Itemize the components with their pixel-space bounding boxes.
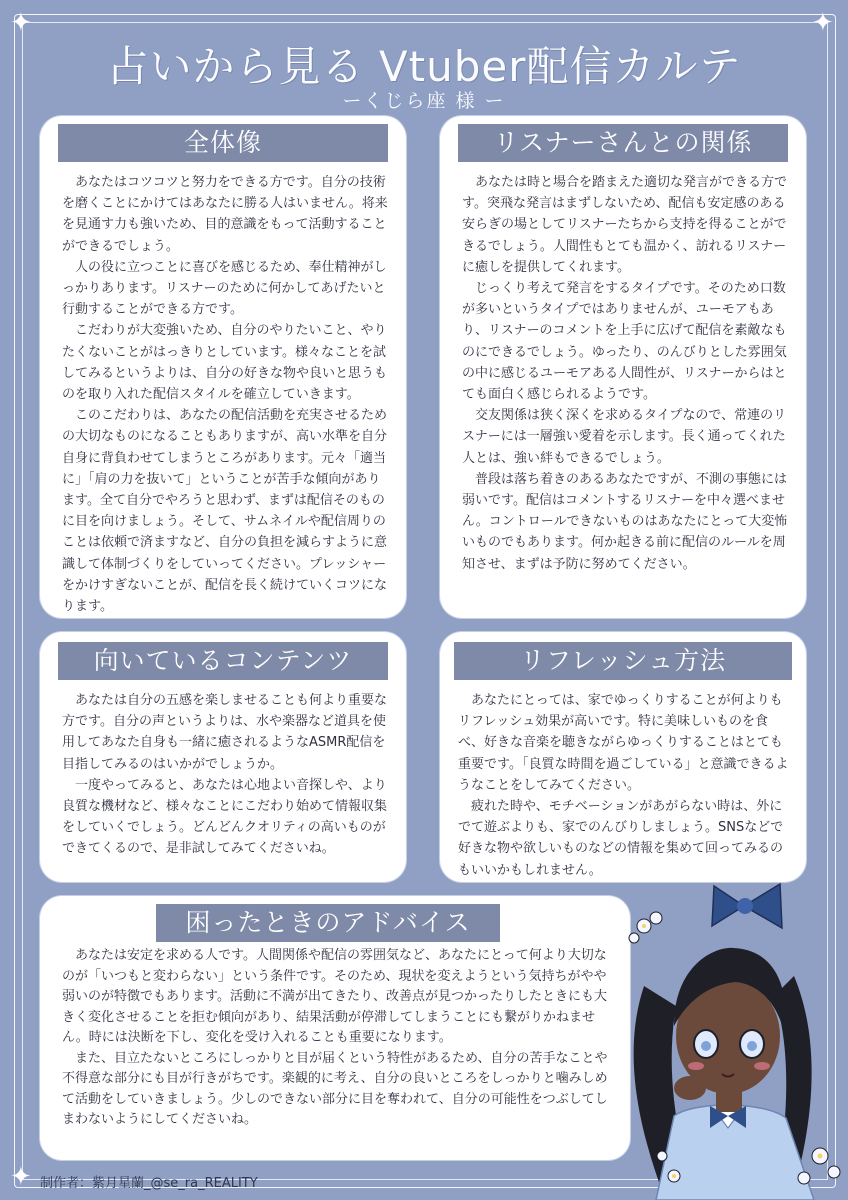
paragraph: あなたは自分の五感を楽しませることも何より重要な方です。自分の声というよりは、水や楽器など道具を使用してあなた自身も一緒に癒されるようなASMR配信を目指してみるのはいかがでしょうか。: [62, 693, 388, 772]
card-overall-heading: 全体像: [58, 124, 388, 162]
card-refresh-heading: リフレッシュ方法: [454, 642, 792, 680]
paragraph: じっくり考えて発言をするタイプです。そのため口数が多いというタイプではありませんが、ユーモアもあり、リスナーのコメントを上手に広げて配信を素敵なものにできるでしょう。ゆったり、のんびりとした雰囲気の中に感じるユーモアある人間性が、リスナーからはとても面白く感じられるようです。: [462, 281, 787, 403]
paragraph: あなたはコツコツと努力をできる方です。自分の技術を磨くことにかけてはあなたに勝る人はいません。将来を見通す力も強いため、目的意識をもって活動することができるでしょう。: [62, 175, 388, 254]
card-overall: [40, 116, 406, 618]
credit-text: 制作者：紫月星蘭_@se_ra_REALITY: [40, 1176, 258, 1191]
paragraph: あなたは時と場合を踏まえた適切な発言ができる方です。突飛な発言はまずしないため、配信も安定感のある安らぎの場としてリスナーたちから支持を得ることができるでしょう。人間性もとても温かく、訪れるリスナーに癒しを提供してくれます。: [462, 175, 788, 275]
paragraph: あなたは安定を求める人です。人間関係や配信の雰囲気など、あなたにとって何より大切なのが「いつもと変わらない」という条件です。そのため、現状を変えようという気持ちがやや弱いのが特徴でもあります。活動に不満が出てきたり、改善点が見つかったりしたときにも大きく変化させることを拒む傾向があり、結果活動が停滞してしまうことにも繋がりかねません。時には決断を下し、変化を受け入れることも重要になります。: [62, 948, 607, 1045]
card-refresh: [440, 632, 806, 882]
paragraph: 普段は落ち着きのあるあなたですが、不測の事態には弱いです。配信はコメントするリスナーを中々選べません。コントロールできないものはあなたにとって大変怖いものでもあります。何か起きる前に配信のルールを周知させ、まずは予防に努めてください。: [462, 471, 788, 572]
card-listeners-heading: リスナーさんとの関係: [458, 124, 788, 162]
sparkle-icon: ✦: [812, 8, 834, 38]
paragraph: このこだわりは、あなたの配信活動を充実させるための大切なものになることもありますが、高い水準を自分自身に背負わせてしまうところがあります。元々「適当に」「肩の力を抜いて」ということが苦手な傾向があります。全て自分でやろうと思わず、まずは配信そのものに目を向けましょう。そして、サムネイルや配信周りのことは依頼で済ますなど、自分の負担を減らすように意識して体制づくりをしていってください。プレッシャーをかけすぎないことが、配信を長く続けていくコツになります。: [62, 408, 388, 615]
card-contents-heading: 向いているコンテンツ: [58, 642, 388, 680]
card-contents-body: [62, 690, 388, 860]
card-contents: [40, 632, 406, 882]
card-refresh-body: [458, 690, 792, 881]
paragraph: 一度やってみると、あなたは心地よい音探しや、より良質な機材など、様々なことにこだわり始めて情報収集をしていくでしょう。どんどんクオリティの高いものができてくるので、是非試してみてくださいね。: [62, 777, 388, 857]
character-illustration: [604, 866, 848, 1200]
paragraph: 疲れた時や、モチベーションがあがらない時は、外にでて遊ぶよりも、家でのんびりしましょう。SNSなどで好きな物や欲しいものなどの情報を集めて回ってみるのもいいかもしれません。: [458, 799, 784, 878]
paragraph: また、目立たないところにしっかりと目が届くという特性があるため、自分の苦手なことや不得意な部分にも目が行きがちです。楽観的に考え、自分の良いところをしっかりと噛みしめて活動をしていきましょう。少しのできない部分に目を奪われて、自分の可能性をつぶしてしまわないようにしてくださいね。: [62, 1050, 608, 1127]
paragraph: 人の役に立つことに喜びを感じるため、奉仕精神がしっかりあります。リスナーのために何かしてあげたいと行動することができる方です。: [62, 259, 387, 318]
sparkle-icon: ✦: [10, 8, 32, 38]
page-title: 占いから見る Vtuber配信カルテ: [106, 42, 742, 91]
page-subtitle: ーくじら座 様 ー: [342, 90, 506, 112]
paragraph: こだわりが大変強いため、自分のやりたいこと、やりたくないことがはっきりとしています。様々なことを試してみるというよりは、自分の好きな物や良いと思うものを取り入れた配信スタイルを確立していきます。: [62, 323, 388, 403]
card-advice-body: [62, 946, 610, 1131]
paragraph: あなたにとっては、家でゆっくりすることが何よりもリフレッシュ効果が高いです。特に美味しいものを食べ、好きな音楽を聴きながらゆっくりすることはとても重要です。「良質な時間を過ごしている」と意識できるようなことをしてみてください。: [458, 693, 789, 793]
card-listeners: [440, 116, 806, 618]
sparkle-icon: ✦: [10, 1162, 32, 1192]
card-listeners-body: [462, 172, 788, 575]
card-advice-heading: 困ったときのアドバイス: [156, 904, 500, 942]
paragraph: 交友関係は狭く深くを求めるタイプなので、常連のリスナーには一層強い愛着を示します。長く通ってくれた人とは、強い絆もできるでしょう。: [462, 408, 787, 466]
card-overall-body: [62, 172, 388, 617]
card-advice: [40, 896, 630, 1160]
